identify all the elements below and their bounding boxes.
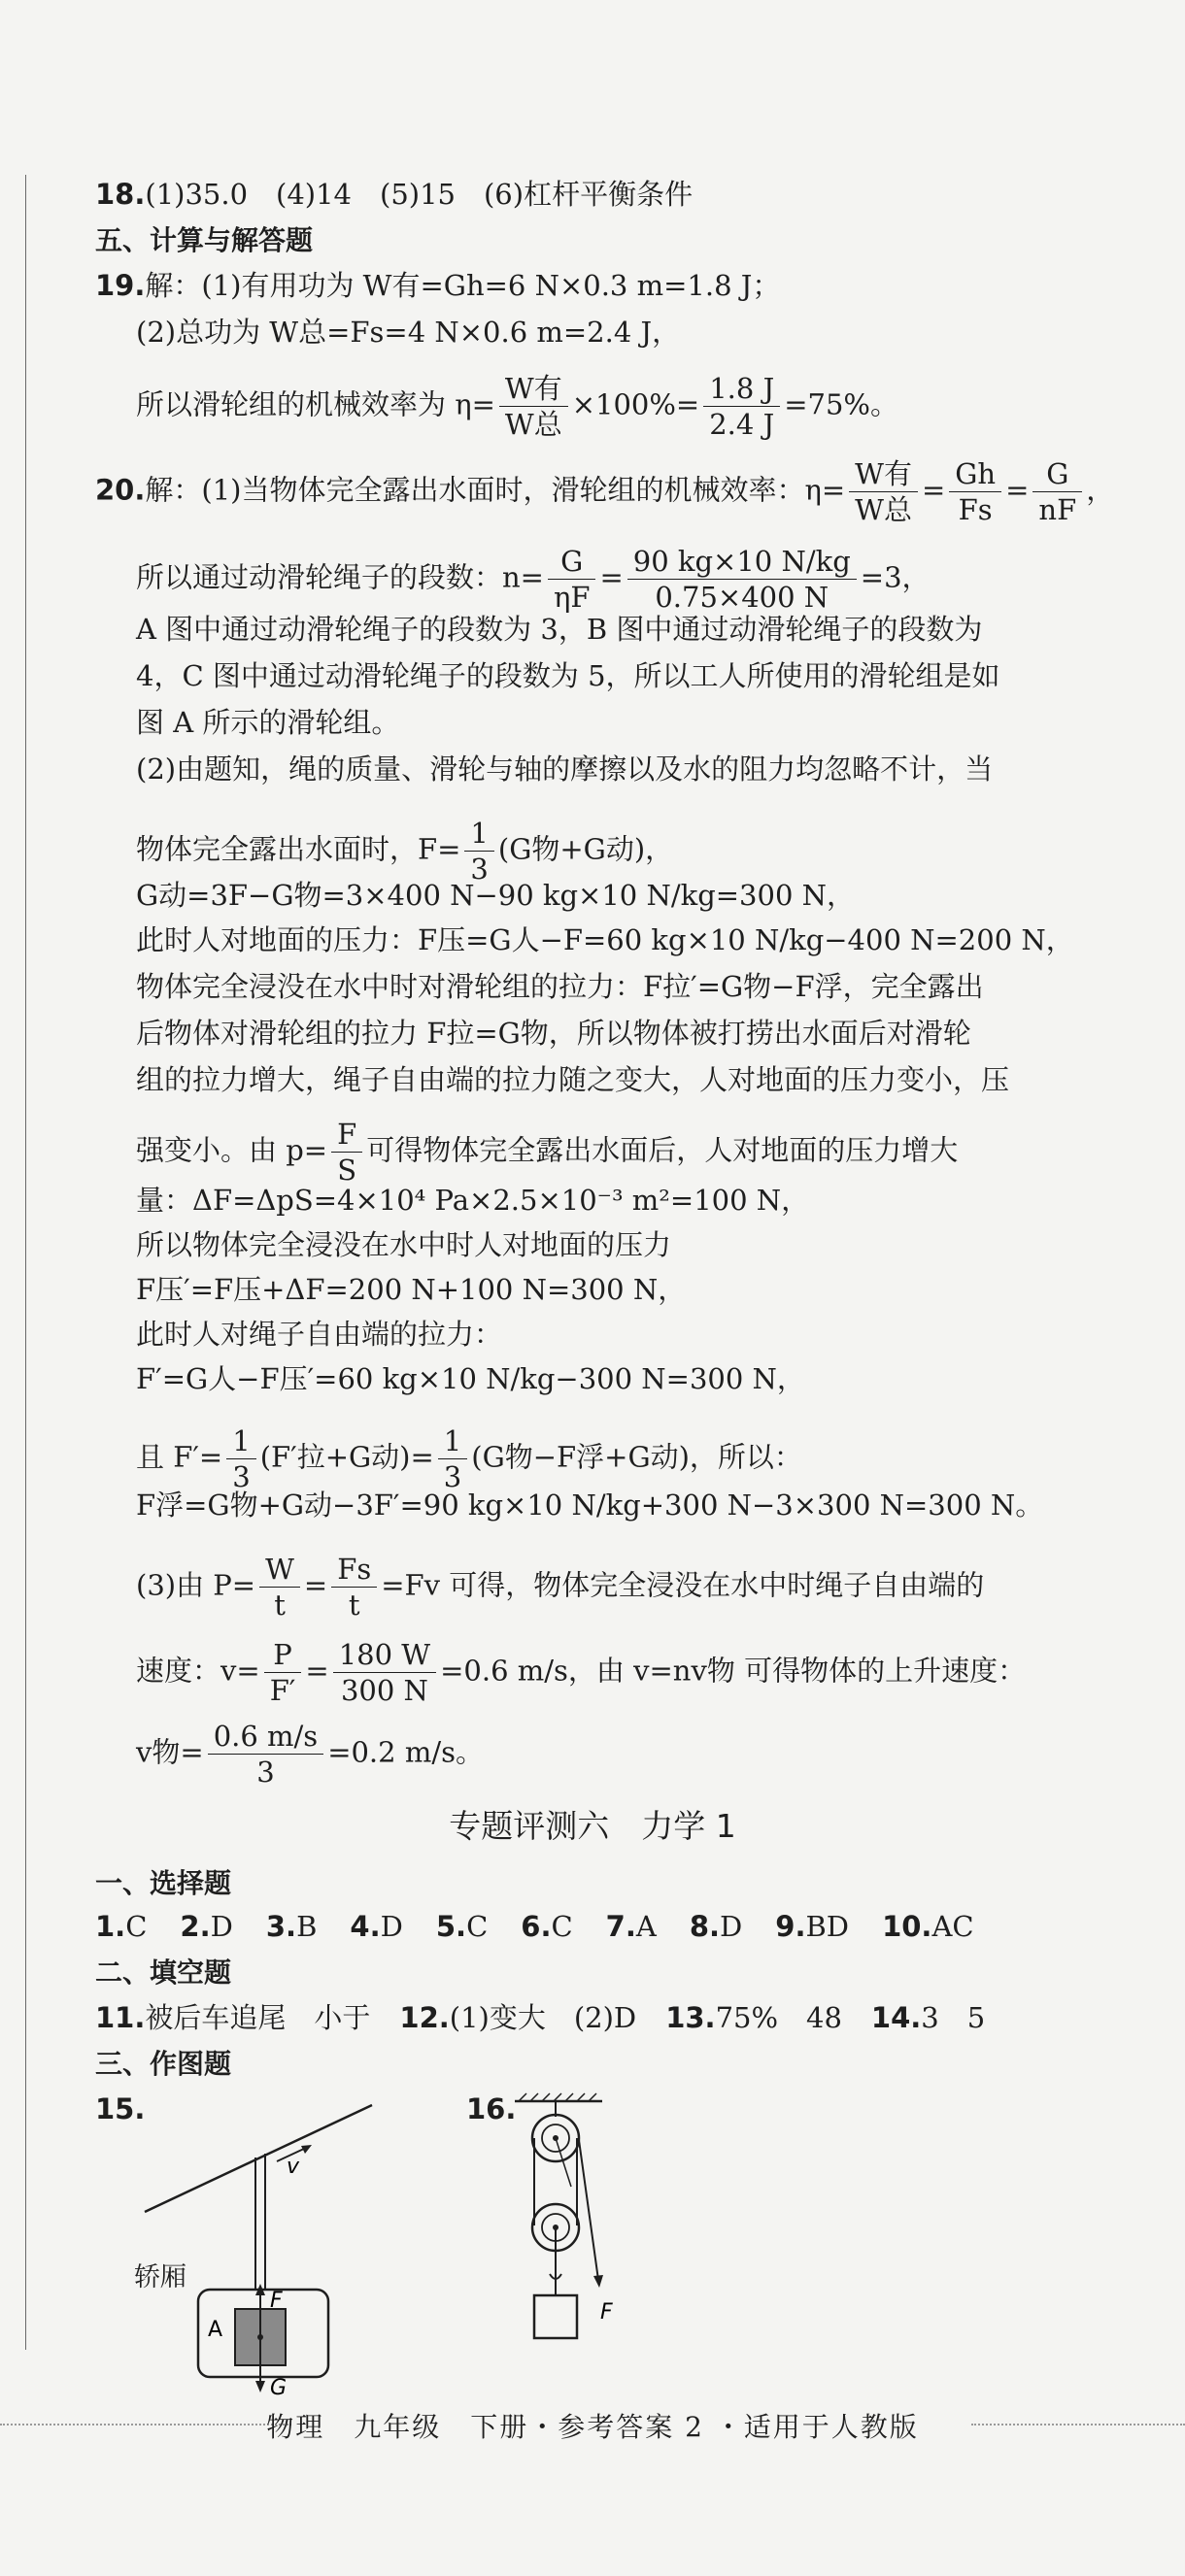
q20-line-18: F′=G人−F压′=60 kg×10 N/kg−300 N=300 N， [136,1362,805,1395]
q20-line-11: 后物体对滑轮组的拉力 F拉=G物，所以物体被打捞出水面后对滑轮 [136,1017,971,1050]
q20-line-20: F浮=G物+G动−3F′=90 kg×10 N/kg+300 N−3×300 N=300 N。 [136,1489,1044,1522]
elevator-label: 轿厢 [134,2262,186,2292]
q19-line-2: (2)总功为 W总=Fs=4 N×0.6 m=2.4 J， [136,316,681,349]
q20-line-6: (2)由题知，绳的质量、滑轮与轴的摩擦以及水的阻力均忽略不计，当 [136,753,994,786]
q20-line-23: v物= $\frac{0.6 m/s}{3}$ =0.2 m/s。 [136,1720,484,1789]
q20-line-9: 此时人对地面的压力：F压=G人−F=60 kg×10 N/kg−400 N=200 N， [136,923,1074,956]
q19-number: 19. [95,269,146,302]
q20-line-2: 所以通过动滑轮绳子的段数：n= $\frac{G}{\eta F}$ = $\frac{90 kg\times 10 N/kg}{0.75\times 400 N}$ =3， [136,545,931,614]
svg-text:G: G [270,2376,288,2400]
q20-line-5: 图 A 所示的滑轮组。 [136,706,400,739]
fraction: W有 W总 [499,371,568,442]
q20-line-14: 量：ΔF=ΔpS=4×10⁴ Pa×2.5×10⁻³ m²=100 N， [136,1184,810,1217]
q20-line-21: (3)由 P= $\frac{W}{t}$ = $\frac{Fs}{t}$ =Fv 可得，物体完全浸没在水中时绳子自由端的 [136,1553,985,1622]
q20-line-10: 物体完全浸没在水中时对滑轮组的拉力：F拉′=G物−F浮，完全露出 [136,970,984,1003]
q18-line [95,175,693,214]
q18-number: 18. [95,178,146,211]
q20-line-15: 所以物体完全浸没在水中时人对地面的压力 [136,1228,672,1261]
section-2-heading: 二、填空题 [95,1957,232,1989]
q19-line-3: 所以滑轮组的机械效率为 η= W有 W总 ×100%= $\frac{1.8 J}{2.4 J}$ =75%。 [136,372,898,441]
q20-line-12: 组的拉力增大，绳子自由端的拉力随之变大，人对地面的压力变小，压 [136,1063,1010,1096]
q20-line-13: 强变小。由 p= $\frac{F}{S}$ 可得物体完全露出水面后，人对地面的压力增大 [136,1118,959,1187]
choice-answers: 1.C 2.D 3.B 4.D 5.C 6.C 7.A 8.D 9.BD 10.AC [95,1910,974,1943]
q20-line-4: 4，C 图中通过动滑轮绳子的段数为 5，所以工人所使用的滑轮组是如 [136,659,1000,692]
label-a: A [208,2318,223,2342]
svg-text:v: v [287,2155,300,2179]
section-3-heading: 三、作图题 [95,2048,232,2080]
figure-15-elevator [131,2097,384,2400]
q20-line-16: F压′=F压+ΔF=200 N+100 N=300 N， [136,1273,687,1306]
pull-rope [579,2140,598,2280]
svg-text:F: F [600,2300,613,2325]
fig15-number: 15. [95,2092,146,2125]
fraction: $\frac{1.8 J}{2.4 J}$ [703,371,780,442]
weight-block [534,2295,577,2338]
q18-answer: (1)35.0 (4)14 (5)15 (6)杠杆平衡条件 [145,178,694,211]
fill-answers: 11.被后车追尾 小于 12.(1)变大 (2)D 13.75% 48 14.3 5 [95,2001,986,2034]
incline-rope-line [145,2105,372,2212]
figure-16-pulley [505,2090,660,2354]
q20-line-1: 20.解：(1)当物体完全露出水面时，滑轮组的机械效率：η= W有 W总 = $\frac{Gh}{Fs}$ = $\frac{G}{nF}$ ， [95,457,1115,526]
section-1-heading: 一、选择题 [95,1867,232,1899]
fig16-number: 16. [466,2092,517,2125]
q20-line-7: 物体完全露出水面时，F= $\frac{1}{3}$ (G物+G动)， [136,817,674,886]
q20-line-19: 且 F′= $\frac{1}{3}$ (F′拉+G动)= $\frac{1}{3}$ (G物−F浮+G动)，所以： [136,1424,802,1493]
q20-line-3: A 图中通过动滑轮绳子的段数为 3，B 图中通过动滑轮绳子的段数为 [136,613,983,646]
svg-text:F: F [270,2289,283,2313]
q20-line-17: 此时人对绳子自由端的拉力： [136,1318,503,1351]
margin-line [25,175,26,2350]
q20-number: 20. [95,473,146,507]
q19-line-1: 19.解：(1)有用功为 W有=Gh=6 N×0.3 m=1.8 J； [95,269,781,302]
section-title: 专题评测六 力学 1 [449,1807,736,1845]
section-5-heading: 五、计算与解答题 [95,224,314,256]
q20-line-8: G动=3F−G物=3×400 N−90 kg×10 N/kg=300 N， [136,879,855,912]
q20-line-22: 速度：v= $\frac{P}{F'}$ = $\frac{180 W}{300 N}$ =0.6 m/s，由 v=nv物 可得物体的上升速度： [136,1638,1027,1707]
page-footer: 物理 九年级 下册・参考答案 2 ・适用于人教版 [266,2411,919,2443]
